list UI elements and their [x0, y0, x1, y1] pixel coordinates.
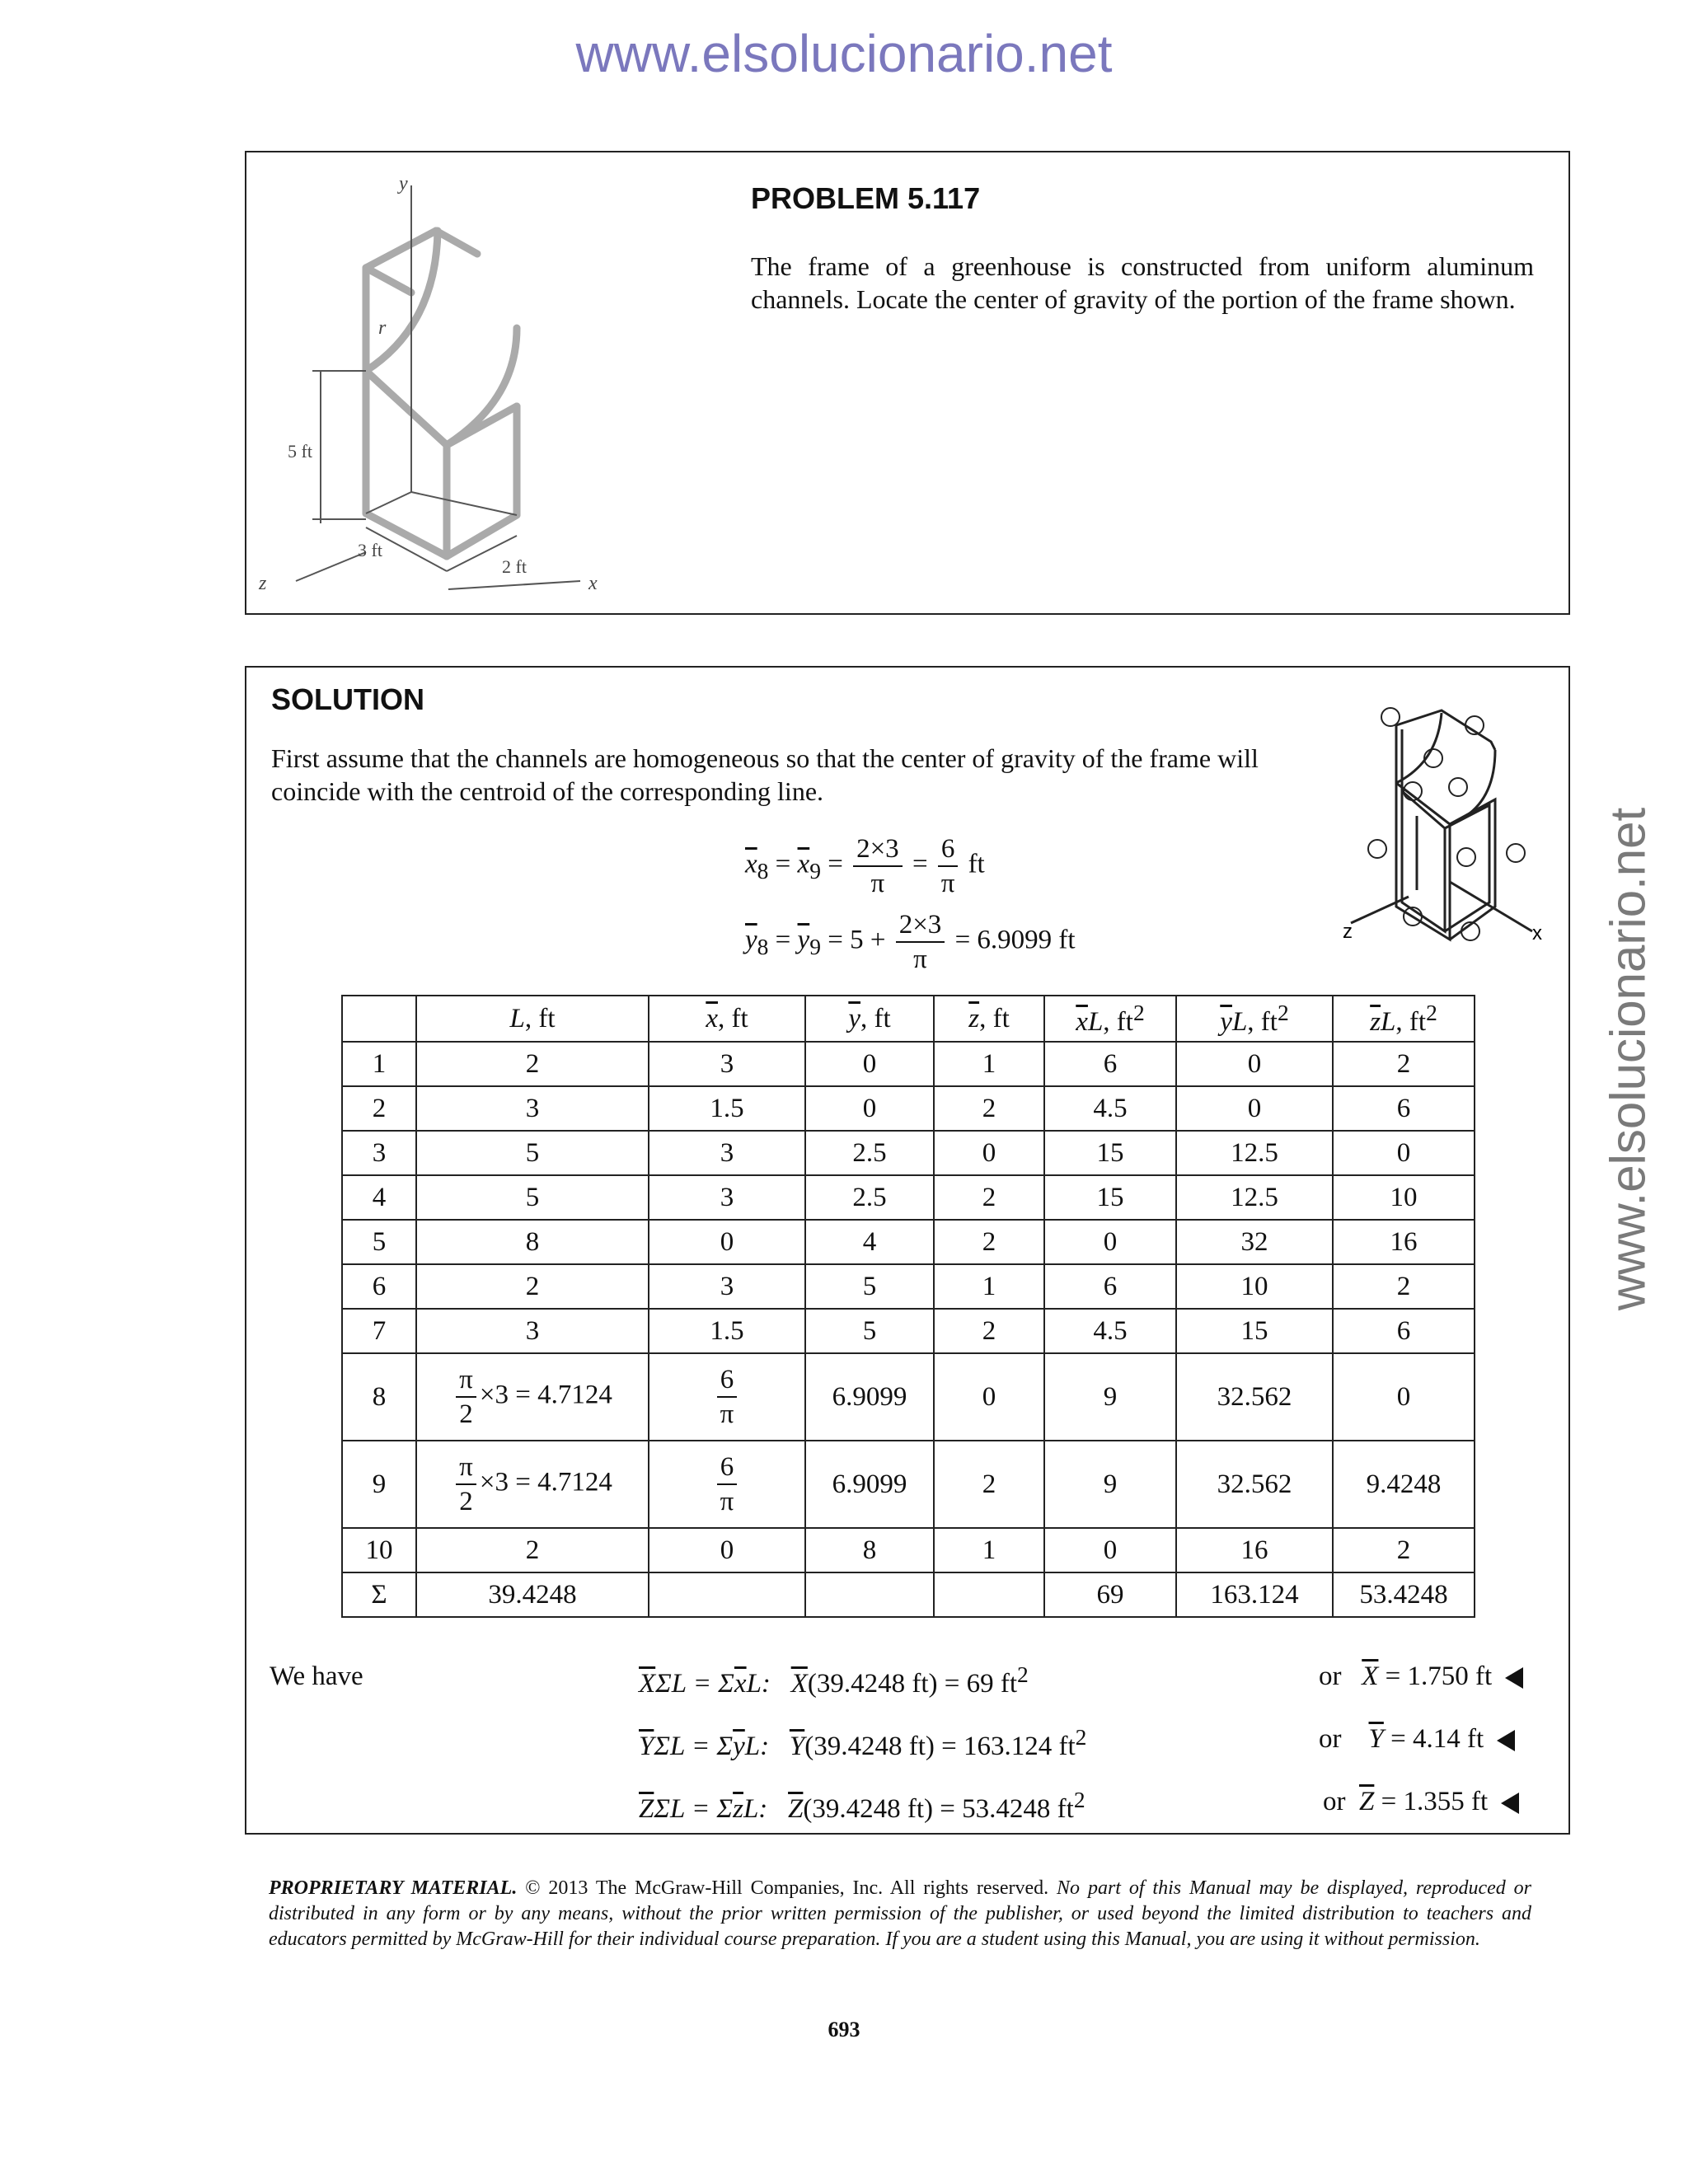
problem-title: PROBLEM 5.117: [751, 181, 981, 215]
answer-marker-icon: [1505, 1667, 1523, 1689]
sketch-label-z: z: [1343, 921, 1353, 943]
result-y-equation: $\overline{Y}\Sigma L = \Sigma\overline{y}L$: $\overline{Y}(39.4248$ ft) = 163.124 $ft^2$: [639, 1724, 1087, 1761]
fig-label-z: z: [259, 573, 267, 594]
answer-marker-icon: [1501, 1793, 1519, 1814]
answer-marker-icon: [1497, 1730, 1515, 1751]
fig-label-z-dim: 3 ft: [358, 540, 382, 560]
solution-intro: First assume that the channels are homogeneous so that the center of gravity of the frame will coincide with the centroid of the corresponding line.: [271, 743, 1259, 806]
fig-label-r: r: [378, 317, 387, 339]
problem-box: [245, 151, 1570, 615]
table-row-9: 9 $\frac{\pi}{2}$ ×3 = 4.7124 $\frac{6}{\pi}$ 6.9099 2 9 32.562 9.4248: [342, 1441, 1475, 1528]
table-row: 2 3 1.5 0 2 4.5 0 6: [342, 1086, 1475, 1131]
table-row: 5 8 0 4 2 0 32 16: [342, 1220, 1475, 1264]
page-number: 693: [828, 2018, 860, 2041]
result-y-answer: or $\overline{Y} = 4.14$ ft: [1319, 1724, 1515, 1755]
proprietary-footer: PROPRIETARY MATERIAL. © 2013 The McGraw-Hill Companies, Inc. All rights reserved. No part of this Manual may be displayed, reproduced or distributed in any form or by any means, without the prior written permission of the publisher, or used beyond the limited distribution to teachers and educators permitted by McGraw-Hill for their individual course preparation. If you are a student using this Manual, you are using it without permission.: [269, 1877, 1531, 1950]
table-row-10: 10 2 0 8 1 0 16 2: [342, 1528, 1475, 1572]
result-x-equation: $\overline{X}\Sigma L = \Sigma\overline{x}L$: $\overline{X}(39.4248$ ft) = 69 $ft^2$: [639, 1661, 1029, 1699]
sketch-label-x: x: [1532, 922, 1542, 944]
table-row: 3 5 3 2.5 0 15 12.5 0: [342, 1131, 1475, 1175]
watermark-top[interactable]: www.elsolucionario.net: [575, 24, 1113, 83]
fig-label-x-dim: 2 ft: [502, 556, 527, 577]
table-row: 6 2 3 5 1 6 10 2: [342, 1264, 1475, 1309]
result-z-answer: or $\overline{Z} = 1.355$ ft: [1323, 1787, 1519, 1817]
we-have-label: We have: [270, 1661, 363, 1691]
equation-x8: $\overline{x}_8 = \overline{x}_9$ = $\frac{2\times 3}{\pi}$ = $\frac{6}{\pi}$ ft: [745, 834, 985, 898]
table-row: 1 2 3 0 1 6 0 2: [342, 1042, 1475, 1086]
fig-label-x: x: [588, 573, 598, 594]
centroid-table: [341, 995, 1475, 1618]
table-row-8: 8 $\frac{\pi}{2}$ ×3 = 4.7124 $\frac{6}{\pi}$ 6.9099 0 9 32.562 0: [342, 1353, 1475, 1441]
problem-statement: The frame of a greenhouse is constructed from uniform aluminum channels. Locate the center of gravity of the portion of the frame shown.: [751, 251, 1534, 314]
result-z-equation: $\overline{Z}\Sigma L = \Sigma\overline{z}L$: $\overline{Z}(39.4248$ ft) = 53.4248 $ft^2$: [639, 1787, 1085, 1824]
table-header-row: L, ft $\overline{x}$, ft $\overline{y}$, ft $\overline{z}$, ft $\overline{x}L$, $ft^2$ $\overline{y}L$, $ft^2$ $\overline{z}L$, $ft^2$: [342, 996, 1475, 1042]
table-sum-row: Σ 39.4248 69 163.124 53.4248: [342, 1572, 1475, 1617]
table-row: 7 3 1.5 5 2 4.5 15 6: [342, 1309, 1475, 1353]
table-row: 4 5 3 2.5 2 15 12.5 10: [342, 1175, 1475, 1220]
equation-y8: $\overline{y}_8 = \overline{y}_9 = 5$ + $\frac{2\times 3}{\pi}$ = 6.9099 ft: [745, 910, 1076, 974]
greenhouse-frame-figure: [259, 152, 708, 614]
fig-label-y: y: [399, 173, 408, 194]
numbered-frame-sketch: [1334, 692, 1549, 964]
fig-label-height: 5 ft: [288, 441, 312, 462]
watermark-side: www.elsolucionario.net: [1600, 807, 1656, 1311]
result-x-answer: or $\overline{X} = 1.750$ ft: [1319, 1661, 1523, 1692]
solution-title: SOLUTION: [271, 682, 424, 716]
